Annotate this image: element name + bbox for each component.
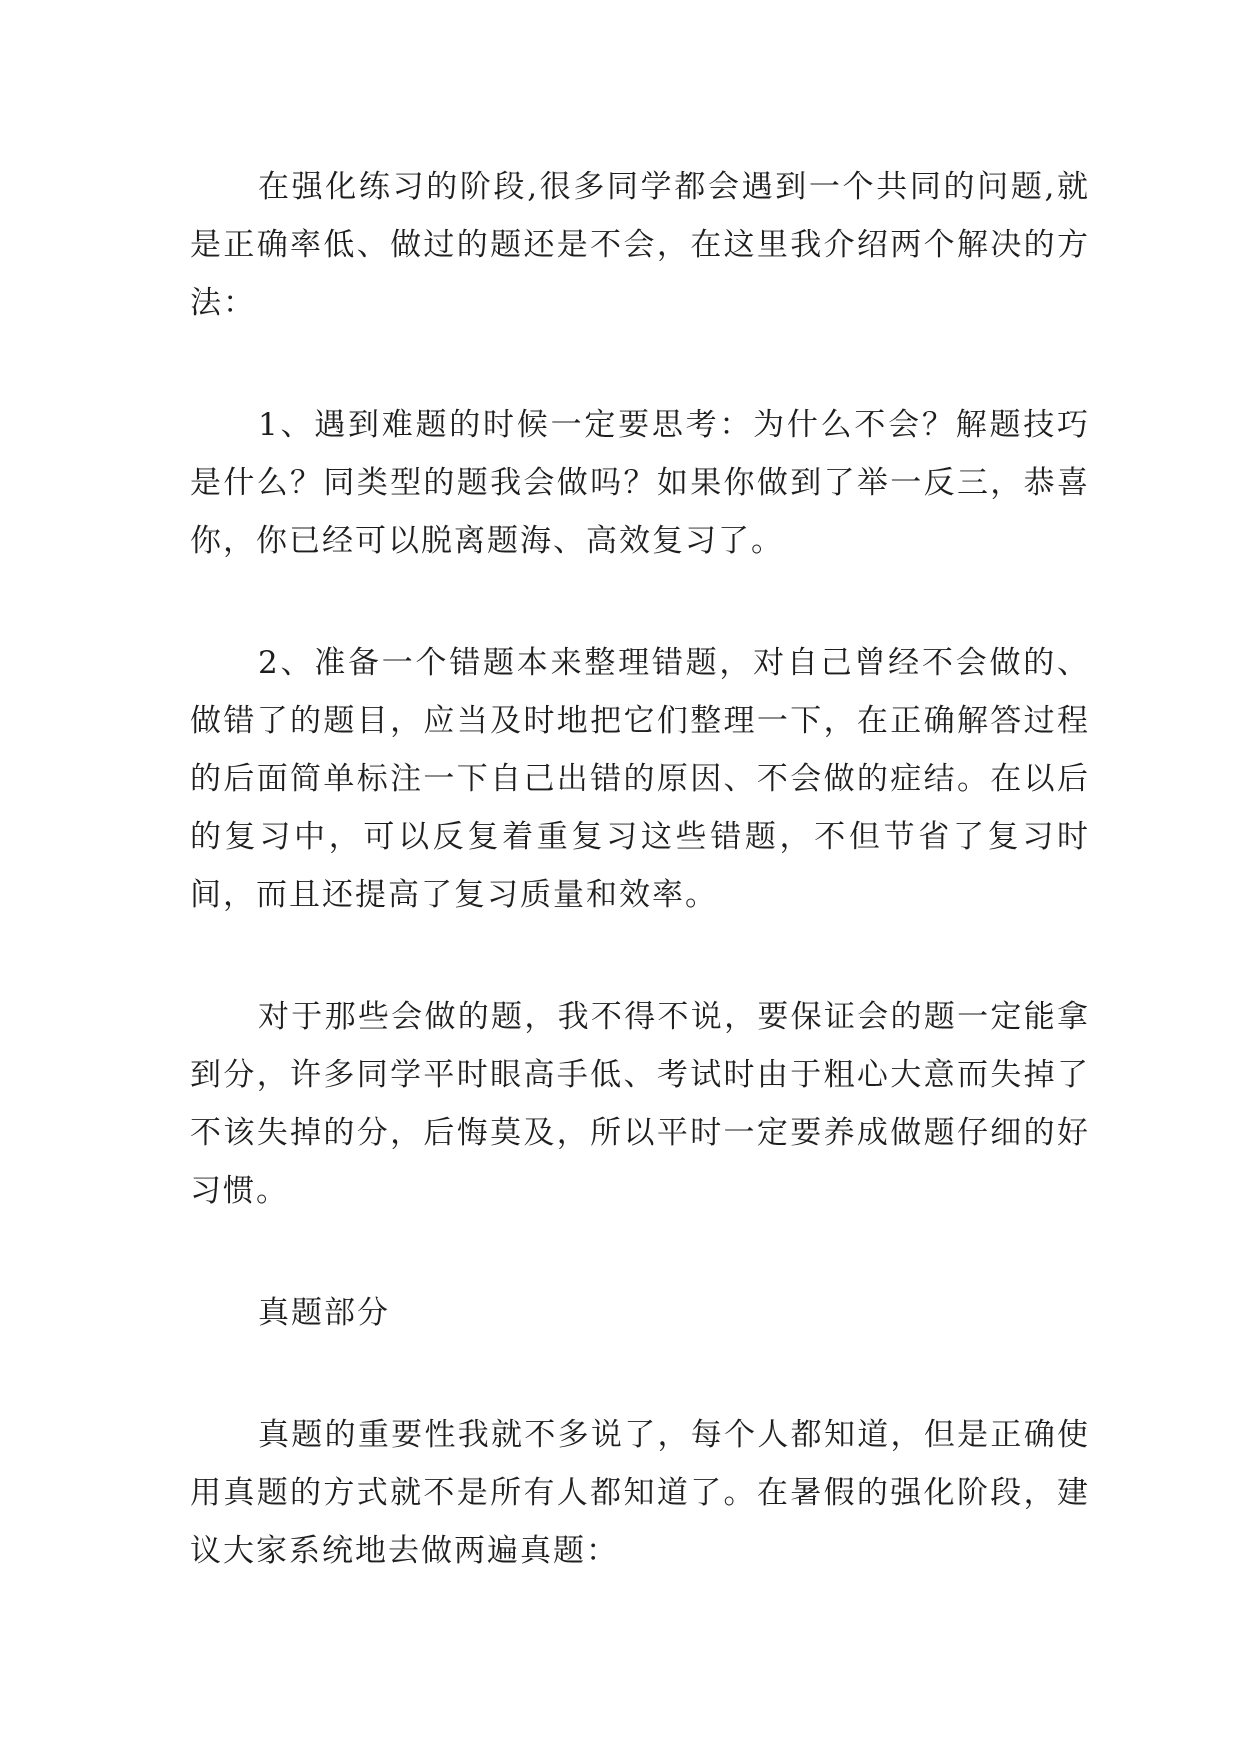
- document-body: [190, 158, 1090, 1580]
- paragraph-real-exams: 真题的重要性我就不多说了，每个人都知道，但是正确使用真题的方式就不是所有人都知道了。在暑假的强化阶段，建议大家系统地去做两遍真题：: [190, 1417, 1090, 1569]
- paragraph-spacer: [190, 332, 1090, 396]
- paragraph-spacer: [190, 1220, 1090, 1284]
- paragraph-method-1: 1、遇到难题的时候一定要思考：为什么不会？解题技巧是什么？同类型的题我会做吗？如果你做到了举一反三，恭喜你，你已经可以脱离题海、高效复习了。: [190, 407, 1090, 559]
- paragraph-method-2: 2、准备一个错题本来整理错题，对自己曾经不会做的、做错了的题目，应当及时地把它们整理一下，在正确解答过程的后面简单标注一下自己出错的原因、不会做的症结。在以后的复习中，可以反复着重复习这些错题，不但节省了复习时间，而且还提高了复习质量和效率。: [190, 645, 1090, 913]
- paragraph-spacer: [190, 570, 1090, 634]
- paragraph-spacer: [190, 1342, 1090, 1406]
- paragraph-careful-habits: 对于那些会做的题，我不得不说，要保证会的题一定能拿到分，许多同学平时眼高手低、考试时由于粗心大意而失掉了不该失掉的分，后悔莫及，所以平时一定要养成做题仔细的好习惯。: [190, 999, 1090, 1209]
- section-heading: 真题部分: [258, 1295, 390, 1331]
- paragraph-intro: 在强化练习的阶段,很多同学都会遇到一个共同的问题,就是正确率低、做过的题还是不会，在这里我介绍两个解决的方法：: [190, 169, 1090, 321]
- paragraph-spacer: [190, 924, 1090, 988]
